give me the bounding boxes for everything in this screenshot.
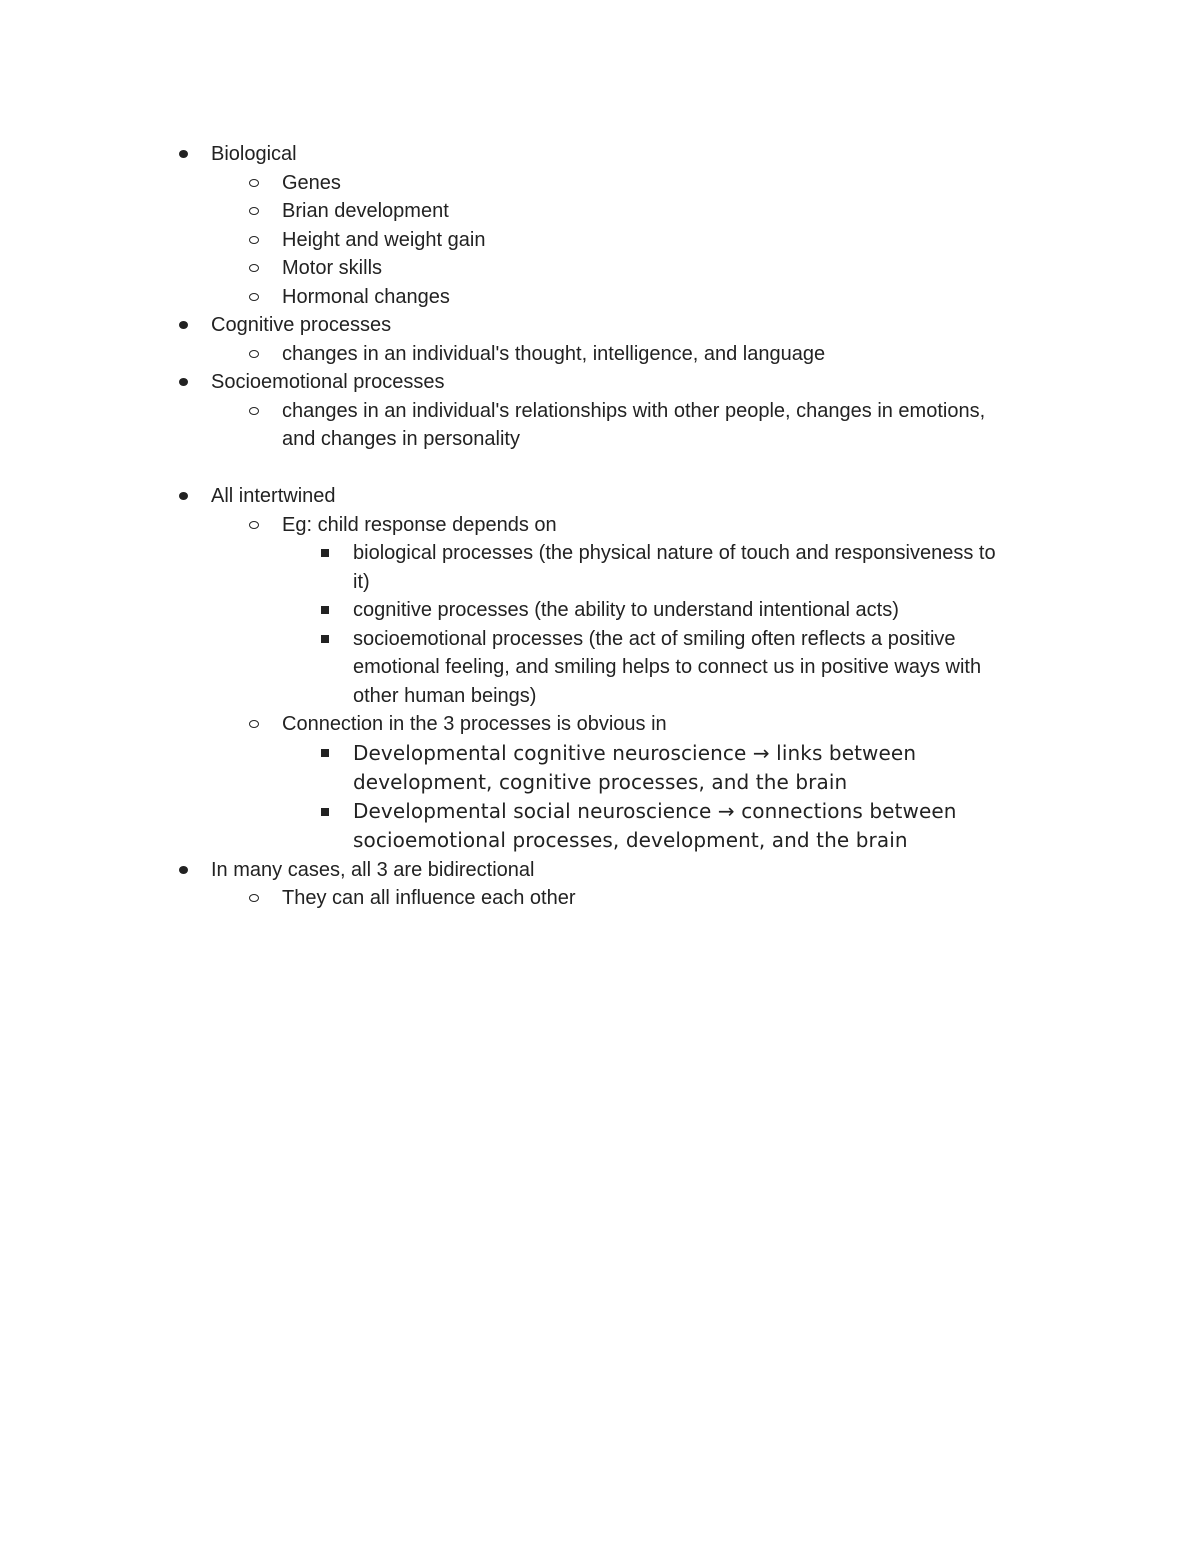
item-text: cognitive processes (the ability to understand intentional acts) <box>353 599 899 621</box>
circle-bullet-icon <box>249 350 259 358</box>
circle-bullet-icon <box>249 236 259 244</box>
circle-bullet-icon <box>249 179 259 187</box>
item-text: Motor skills <box>282 257 383 279</box>
item-text: Hormonal changes <box>282 285 450 308</box>
disc-bullet-icon <box>179 866 188 874</box>
list-item <box>0 254 1200 283</box>
item-text: Genes <box>282 171 341 194</box>
list-item <box>0 596 1200 625</box>
list-item <box>0 368 1200 397</box>
circle-bullet-icon <box>249 894 259 902</box>
item-text: emotional feeling, and smiling helps to connect us in positive ways with <box>353 656 982 678</box>
list-item <box>0 197 1200 226</box>
item-text: socioemotional processes, development, and the brain <box>353 828 908 853</box>
list-item <box>0 856 1200 885</box>
circle-bullet-icon <box>249 720 259 728</box>
blank-line <box>0 454 1200 483</box>
list-item <box>0 169 1200 198</box>
list-item-continuation <box>0 425 1200 454</box>
item-text: Connection in the 3 processes is obvious in <box>282 713 667 735</box>
item-text: Socioemotional processes <box>211 371 445 393</box>
item-text: changes in an individual's thought, intelligence, and language <box>282 342 826 365</box>
list-item-continuation <box>0 568 1200 597</box>
circle-bullet-icon <box>249 293 259 301</box>
item-text: other human beings) <box>353 684 537 707</box>
square-bullet-icon <box>321 606 329 614</box>
list-item-continuation <box>0 826 1200 855</box>
item-text: and changes in personality <box>282 428 520 450</box>
list-item <box>0 397 1200 426</box>
list-item <box>0 482 1200 511</box>
square-bullet-icon <box>321 808 329 816</box>
item-text: socioemotional processes (the act of smiling often reflects a positive <box>353 627 956 650</box>
item-text: biological processes (the physical nature of touch and responsiveness to <box>353 542 996 564</box>
item-text: Height and weight gain <box>282 228 486 251</box>
item-text: Cognitive processes <box>211 314 392 336</box>
list-item <box>0 625 1200 654</box>
item-text: All intertwined <box>211 485 336 507</box>
item-text: changes in an individual's relationships with other people, changes in emotions, <box>282 399 986 422</box>
list-item <box>0 140 1200 169</box>
list-item <box>0 710 1200 739</box>
list-item <box>0 511 1200 540</box>
item-text: They can all influence each other <box>282 887 576 910</box>
item-text: Developmental social neuroscience → connections between <box>353 799 957 824</box>
circle-bullet-icon <box>249 207 259 215</box>
list-item <box>0 884 1200 913</box>
list-item <box>0 739 1200 768</box>
item-text: Brian development <box>282 200 449 222</box>
item-text: it) <box>353 570 370 593</box>
list-item <box>0 340 1200 369</box>
square-bullet-icon <box>321 635 329 643</box>
list-item <box>0 797 1200 826</box>
disc-bullet-icon <box>179 321 188 329</box>
item-text: development, cognitive processes, and the brain <box>353 769 848 794</box>
square-bullet-icon <box>321 749 329 757</box>
list-item <box>0 283 1200 312</box>
list-item-continuation <box>0 682 1200 711</box>
circle-bullet-icon <box>249 521 259 529</box>
circle-bullet-icon <box>249 264 259 272</box>
disc-bullet-icon <box>179 378 188 386</box>
item-text: Biological <box>211 143 297 165</box>
circle-bullet-icon <box>249 407 259 415</box>
item-text: Eg: child response depends on <box>282 513 557 536</box>
disc-bullet-icon <box>179 150 188 158</box>
list-item-continuation <box>0 653 1200 682</box>
item-text: Developmental cognitive neuroscience → links between <box>353 740 917 765</box>
disc-bullet-icon <box>179 492 188 500</box>
list-item-continuation <box>0 768 1200 797</box>
square-bullet-icon <box>321 549 329 557</box>
item-text: In many cases, all 3 are bidirectional <box>211 858 535 881</box>
list-item <box>0 311 1200 340</box>
bullet-outline <box>0 140 1200 913</box>
list-item <box>0 226 1200 255</box>
list-item <box>0 539 1200 568</box>
